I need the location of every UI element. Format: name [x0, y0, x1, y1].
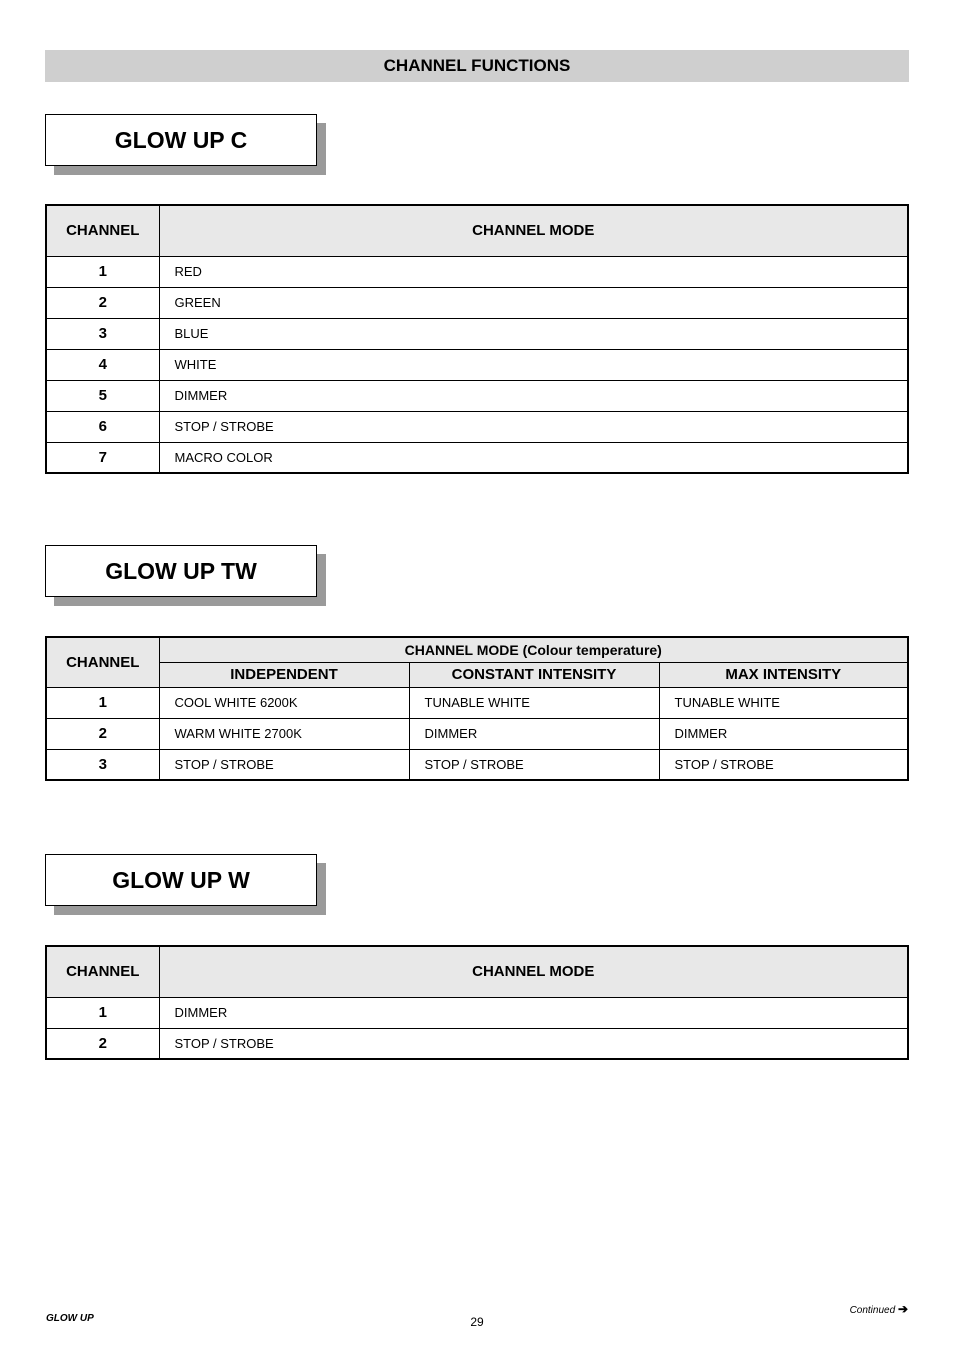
section-title-glow-up-tw: GLOW UP TW	[45, 545, 317, 597]
table-row	[46, 256, 908, 287]
table-row	[46, 1028, 908, 1059]
channel-number: 2	[46, 1028, 159, 1059]
table-row	[46, 718, 908, 749]
table-row	[46, 749, 908, 780]
mode-independent: WARM WHITE 2700K	[159, 718, 409, 749]
channel-mode: DIMMER	[159, 380, 908, 411]
channel-number: 3	[46, 318, 159, 349]
channel-number: 1	[46, 687, 159, 718]
mode-constant-intensity: STOP / STROBE	[409, 749, 659, 780]
table-row	[46, 349, 908, 380]
channel-mode: GREEN	[159, 287, 908, 318]
mode-max-intensity: TUNABLE WHITE	[659, 687, 908, 718]
mode-max-intensity: DIMMER	[659, 718, 908, 749]
mode-independent: STOP / STROBE	[159, 749, 409, 780]
table-row	[46, 997, 908, 1028]
table-row	[46, 442, 908, 473]
mode-independent: COOL WHITE 6200K	[159, 687, 409, 718]
channel-number: 4	[46, 349, 159, 380]
table-row	[46, 411, 908, 442]
page-header	[45, 50, 909, 82]
channel-number: 5	[46, 380, 159, 411]
channel-number: 6	[46, 411, 159, 442]
channel-mode: MACRO COLOR	[159, 442, 908, 473]
continued-label	[850, 1302, 908, 1316]
channel-mode: STOP / STROBE	[159, 411, 908, 442]
column-header-channel-mode: CHANNEL MODE	[159, 205, 908, 256]
channel-number: 2	[46, 718, 159, 749]
subheader-independent: INDEPENDENT	[159, 662, 409, 687]
channel-mode: WHITE	[159, 349, 908, 380]
column-header-channel-mode: CHANNEL MODE	[159, 946, 908, 997]
column-header-channel: CHANNEL	[46, 637, 159, 687]
glow-up-tw-table	[45, 636, 909, 781]
column-header-channel: CHANNEL	[46, 946, 159, 997]
section-title-glow-up-c: GLOW UP C	[45, 114, 317, 166]
page-number: 29	[470, 1315, 484, 1329]
channel-number: 1	[46, 997, 159, 1028]
table-row	[46, 287, 908, 318]
channel-number: 2	[46, 287, 159, 318]
footer-product-name: GLOW UP	[46, 1313, 94, 1324]
continued-text: Continued	[849, 1305, 896, 1316]
column-header-channel-mode: CHANNEL MODE (Colour temperature)	[159, 637, 908, 662]
mode-constant-intensity: DIMMER	[409, 718, 659, 749]
subheader-constant-intensity: CONSTANT INTENSITY	[409, 662, 659, 687]
right-arrow-icon: ➔	[897, 1302, 908, 1316]
section-title-glow-up-w: GLOW UP W	[45, 854, 317, 906]
page-title: CHANNEL FUNCTIONS	[383, 56, 571, 75]
mode-max-intensity: STOP / STROBE	[659, 749, 908, 780]
channel-mode: RED	[159, 256, 908, 287]
table-row	[46, 380, 908, 411]
channel-mode: BLUE	[159, 318, 908, 349]
glow-up-w-table	[45, 945, 909, 1060]
mode-constant-intensity: TUNABLE WHITE	[409, 687, 659, 718]
glow-up-c-table	[45, 204, 909, 474]
channel-number: 1	[46, 256, 159, 287]
subheader-max-intensity: MAX INTENSITY	[659, 662, 908, 687]
channel-number: 3	[46, 749, 159, 780]
table-row	[46, 687, 908, 718]
channel-mode: DIMMER	[159, 997, 908, 1028]
channel-number: 7	[46, 442, 159, 473]
channel-mode: STOP / STROBE	[159, 1028, 908, 1059]
table-row	[46, 318, 908, 349]
column-header-channel: CHANNEL	[46, 205, 159, 256]
